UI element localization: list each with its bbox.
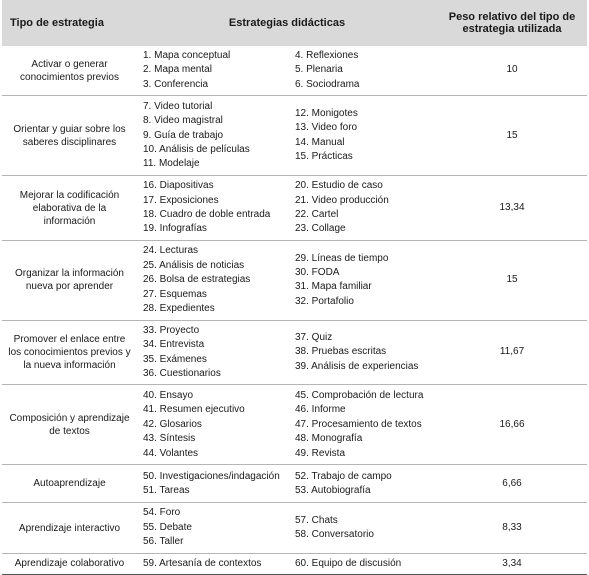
strategy-item: 50. Investigaciones/indagación xyxy=(143,470,280,482)
strategy-item: 41. Resumen ejecutivo xyxy=(143,404,245,416)
strategy-list-cell xyxy=(137,465,287,503)
strategy-list-cell xyxy=(287,320,437,385)
strategies-table xyxy=(2,0,587,575)
strategy-item: 16. Diapositivas xyxy=(143,180,214,192)
strategy-item: 43. Síntesis xyxy=(143,433,196,445)
table-row xyxy=(2,96,587,176)
strategy-item: 25. Análisis de noticias xyxy=(143,259,245,271)
strategy-item: 30. FODA xyxy=(295,266,340,278)
strategy-item: 39. Análisis de experiencias xyxy=(295,360,419,372)
strategy-item: 52. Trabajo de campo xyxy=(295,470,392,482)
strategy-list-cell xyxy=(137,46,287,96)
weight-cell: 6,66 xyxy=(502,477,522,489)
strategy-item: 15. Prácticas xyxy=(295,151,353,163)
strategy-list-cell xyxy=(137,240,287,320)
strategy-list-cell xyxy=(137,96,287,176)
strategy-list-cell xyxy=(137,320,287,385)
strategy-list-cell xyxy=(287,465,437,503)
strategy-item: 49. Revista xyxy=(295,447,346,459)
strategy-list-cell xyxy=(287,46,437,96)
strategy-item: 55. Debate xyxy=(143,521,192,533)
header-strategies: Estrategias didácticas xyxy=(137,0,437,46)
weight-cell: 8,33 xyxy=(502,521,522,533)
strategy-item: 40. Ensayo xyxy=(143,389,194,401)
strategy-item: 17. Exposiciones xyxy=(143,194,219,206)
strategy-type-cell: Aprendizaje colaborativo xyxy=(14,558,125,570)
strategy-item: 54. Foro xyxy=(143,507,181,519)
strategy-type-cell: Activar o generar conocimientos previos xyxy=(20,58,119,83)
strategy-item: 46. Informe xyxy=(295,404,346,416)
strategy-item: 32. Portafolio xyxy=(295,295,354,307)
strategy-item: 6. Sociodrama xyxy=(295,78,360,90)
strategy-item: 26. Bolsa de estrategias xyxy=(143,274,251,286)
strategy-item: 53. Autobiografía xyxy=(295,484,371,496)
strategy-item: 8. Video magistral xyxy=(143,115,223,127)
strategy-item: 4. Reflexiones xyxy=(295,50,359,61)
weight-cell: 16,66 xyxy=(499,418,525,430)
strategy-item: 28. Expedientes xyxy=(143,302,215,314)
strategy-item: 44. Volantes xyxy=(143,447,199,459)
header-type: Tipo de estrategia xyxy=(2,0,137,46)
strategy-list-cell xyxy=(287,96,437,176)
table-row xyxy=(2,46,587,96)
weight-cell: 3,34 xyxy=(502,557,522,569)
strategy-item: 9. Guía de trabajo xyxy=(143,129,224,141)
weight-cell: 11,67 xyxy=(499,346,525,358)
strategy-type-cell: Aprendizaje interactivo xyxy=(18,522,121,534)
strategy-item: 3. Conferencia xyxy=(143,78,209,90)
strategy-item: 21. Video producción xyxy=(295,194,389,206)
strategy-item: 38. Pruebas escritas xyxy=(295,346,387,358)
strategy-list-cell xyxy=(137,385,287,465)
strategy-item: 27. Esquemas xyxy=(143,288,207,300)
strategy-type-cell: Mejorar la codificación elaborativa de la información xyxy=(19,189,120,227)
strategy-type-cell: Promover el enlace entre los conocimientos previos y la nueva información xyxy=(8,334,131,372)
strategy-item: 29. Líneas de tiempo xyxy=(295,252,389,264)
strategy-list-cell xyxy=(137,503,287,553)
table-row xyxy=(2,465,587,503)
strategy-item: 37. Quiz xyxy=(295,332,333,344)
strategy-type-cell: Composición y aprendizaje de textos xyxy=(9,412,130,437)
strategy-item: 31. Mapa familiar xyxy=(295,281,372,293)
strategy-item: 58. Conversatorio xyxy=(295,529,374,541)
header-row xyxy=(2,0,587,46)
strategy-item: 24. Lecturas xyxy=(143,245,199,257)
strategy-item: 23. Collage xyxy=(295,223,346,235)
strategy-list-cell xyxy=(287,385,437,465)
strategy-list-cell xyxy=(287,553,437,574)
strategy-item: 45. Comprobación de lectura xyxy=(295,389,424,401)
table-row xyxy=(2,385,587,465)
table-row xyxy=(2,176,587,241)
strategy-item: 47. Procesamiento de textos xyxy=(295,418,422,430)
strategy-list-cell xyxy=(287,240,437,320)
strategy-item: 59. Artesanía de contextos xyxy=(143,557,262,569)
strategy-item: 2. Mapa mental xyxy=(143,64,212,76)
strategy-item: 57. Chats xyxy=(295,514,338,526)
strategy-item: 13. Video foro xyxy=(295,122,358,134)
strategy-list-cell xyxy=(287,176,437,241)
strategy-item: 51. Tareas xyxy=(143,484,190,496)
weight-cell: 13,34 xyxy=(499,201,525,213)
strategy-item: 14. Manual xyxy=(295,136,345,148)
strategy-item: 11. Modelaje xyxy=(143,158,200,170)
strategy-type-cell: Organizar la información nueva por aprender xyxy=(15,268,124,293)
strategy-item: 34. Entrevista xyxy=(143,339,205,351)
strategy-item: 7. Video tutorial xyxy=(143,100,213,112)
strategy-item: 42. Glosarios xyxy=(143,418,202,430)
weight-cell: 15 xyxy=(506,274,518,286)
strategy-item: 22. Cartel xyxy=(295,209,339,221)
weight-cell: 10 xyxy=(506,64,518,76)
strategy-type-cell: Autoaprendizaje xyxy=(33,478,106,490)
strategy-item: 19. Infografías xyxy=(143,223,207,235)
strategy-item: 56. Taller xyxy=(143,536,184,548)
header-weight: Peso relativo del tipo de estrategia utilizada xyxy=(437,0,587,46)
weight-cell: 15 xyxy=(506,129,518,141)
table-row xyxy=(2,320,587,385)
strategy-item: 48. Monografía xyxy=(295,433,363,445)
table-row xyxy=(2,240,587,320)
strategy-item: 1. Mapa conceptual xyxy=(143,50,231,61)
strategy-type-cell: Orientar y guiar sobre los saberes disciplinares xyxy=(13,123,126,148)
strategy-item: 33. Proyecto xyxy=(143,324,200,336)
strategy-list-cell xyxy=(287,503,437,553)
strategy-item: 35. Exámenes xyxy=(143,353,207,365)
table-row xyxy=(2,503,587,553)
strategy-item: 60. Equipo de discusión xyxy=(295,557,402,569)
strategy-item: 18. Cuadro de doble entrada xyxy=(143,209,271,221)
strategy-list-cell xyxy=(137,553,287,574)
strategy-item: 5. Plenaria xyxy=(295,64,343,76)
strategy-item: 20. Estudio de caso xyxy=(295,180,383,192)
strategy-item: 12. Monigotes xyxy=(295,107,358,119)
strategy-item: 36. Cuestionarios xyxy=(143,368,221,380)
strategy-list-cell xyxy=(137,176,287,241)
strategy-item: 10. Análisis de películas xyxy=(143,143,250,155)
table-row xyxy=(2,553,587,574)
table-body xyxy=(2,46,587,575)
